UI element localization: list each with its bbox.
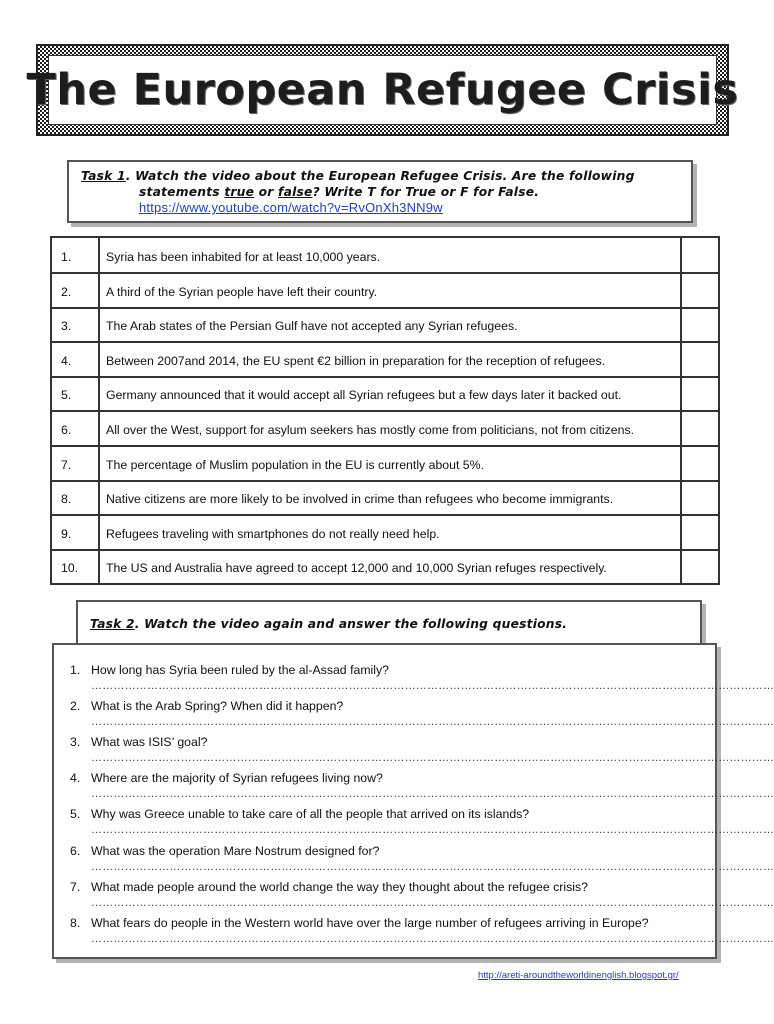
task1-instruction: . Watch the video about the European Refugee Crisis. Are the following [125,169,635,183]
question-number: 1. [70,663,81,677]
video-link[interactable]: https://www.youtube.com/watch?v=RvOnXh3NN9w [139,200,443,215]
task1-line-3 [81,200,679,216]
question-line [70,771,691,785]
task1-line-1 [81,168,679,184]
word-false: false [278,185,313,199]
statement-row [51,446,719,481]
question-line [70,663,691,677]
answer-line[interactable]: ………………………………………………………………………………………………………………………………………………………………… [91,716,774,728]
statement-row [51,411,719,446]
statement-text: Syria has been inhabited for at least 10,000 years. [99,237,681,273]
question-number: 8. [70,916,81,930]
answer-cell[interactable] [681,273,719,308]
task2-line [90,616,688,632]
answer-cell[interactable] [681,237,719,273]
statement-text: Refugees traveling with smartphones do not really need help. [99,515,681,550]
answer-cell[interactable] [681,446,719,481]
question-item [70,771,774,800]
questions-box [52,643,774,959]
statement-number: 3. [51,308,99,343]
question-number: 6. [70,844,81,858]
statement-row [51,550,719,585]
question-line [70,735,691,749]
question-text: Why was Greece unable to take care of all the people that arrived on its islands? [91,807,530,821]
statements-table [50,236,720,585]
question-number: 7. [70,880,81,894]
question-item [70,844,774,873]
task1-line2-or: or [254,185,279,199]
question-number: 3. [70,735,81,749]
statement-number: 10. [51,550,99,585]
question-number: 5. [70,807,81,821]
answer-line[interactable]: ………………………………………………………………………………………………………………………………………………………………… [91,752,774,764]
statement-text: Germany announced that it would accept all Syrian refugees but a few days later it backed out. [99,377,681,412]
statement-text: The US and Australia have agreed to accept 12,000 and 10,000 Syrian refuges respectively. [99,550,681,585]
answer-cell[interactable] [681,515,719,550]
statement-number: 2. [51,273,99,308]
question-text: How long has Syria been ruled by the al-Assad family? [91,663,390,677]
statement-row [51,342,719,377]
question-number: 4. [70,771,81,785]
question-line [70,807,691,821]
task1-label: Task 1 [81,169,126,183]
statement-row [51,308,719,343]
answer-line[interactable]: ………………………………………………………………………………………………………………………………………………………………… [91,861,774,873]
answer-cell[interactable] [681,308,719,343]
word-true: true [224,185,255,199]
question-line [70,880,691,894]
statement-text: Between 2007and 2014, the EU spent €2 billion in preparation for the reception of refugees. [99,342,681,377]
statement-number: 4. [51,342,99,377]
answer-cell[interactable] [681,342,719,377]
question-number: 2. [70,699,81,713]
question-item [70,735,774,764]
task1-line-2 [81,184,679,200]
statement-text: A third of the Syrian people have left their country. [99,273,681,308]
question-line [70,699,691,713]
question-text: What is the Arab Spring? When did it happen? [91,699,344,713]
statement-row [51,481,719,516]
task2-label: Task 2 [90,617,135,631]
task1-box [67,160,693,223]
question-text: What was ISIS’ goal? [91,735,208,749]
statement-text: All over the West, support for asylum seekers has mostly come from politicians, not from citizens. [99,411,681,446]
statement-number: 9. [51,515,99,550]
question-text: What fears do people in the Western world have over the large number of refugees arriving in Europe? [91,916,649,930]
answer-line[interactable]: ………………………………………………………………………………………………………………………………………………………………… [91,680,774,692]
answer-line[interactable]: ………………………………………………………………………………………………………………………………………………………………… [91,824,774,836]
question-text: Where are the majority of Syrian refugees living now? [91,771,383,785]
statement-number: 7. [51,446,99,481]
statement-number: 1. [51,237,99,273]
task1-line2-prefix: statements [139,185,225,199]
statement-text: The Arab states of the Persian Gulf have not accepted any Syrian refugees. [99,308,681,343]
answer-cell[interactable] [681,481,719,516]
answer-line[interactable]: ………………………………………………………………………………………………………………………………………………………………… [91,897,774,909]
answer-line[interactable]: ………………………………………………………………………………………………………………………………………………………………… [91,933,774,945]
question-item [70,699,774,728]
question-line [70,916,691,930]
statement-row [51,515,719,550]
statement-number: 5. [51,377,99,412]
answer-cell[interactable] [681,550,719,585]
statement-text: Native citizens are more likely to be involved in crime than refugees who become immigrants. [99,481,681,516]
blog-link[interactable]: http://areti-aroundtheworldinenglish.blogspot.gr/ [478,970,679,981]
statement-row [51,237,719,273]
answer-cell[interactable] [681,377,719,412]
question-item [70,807,774,836]
question-item [70,880,774,909]
task2-instruction: . Watch the video again and answer the following questions. [134,617,568,631]
question-item [70,663,774,692]
answer-cell[interactable] [681,411,719,446]
statement-number: 8. [51,481,99,516]
question-text: What was the operation Mare Nostrum designed for? [91,844,380,858]
statement-number: 6. [51,411,99,446]
statement-row [51,377,719,412]
answer-line[interactable]: ………………………………………………………………………………………………………………………………………………………………… [91,788,774,800]
statement-text: The percentage of Muslim population in the EU is currently about 5%. [99,446,681,481]
question-line [70,844,691,858]
task2-box [76,600,702,646]
task1-line2-suffix: ? Write T for True or F for False. [312,185,540,199]
question-item [70,916,774,945]
title-inner-panel [26,55,739,125]
title-banner [26,44,739,136]
question-text: What made people around the world change the way they thought about the refugee crisis? [91,880,588,894]
page-title: The European Refugee Crisis [26,65,739,115]
statement-row [51,273,719,308]
